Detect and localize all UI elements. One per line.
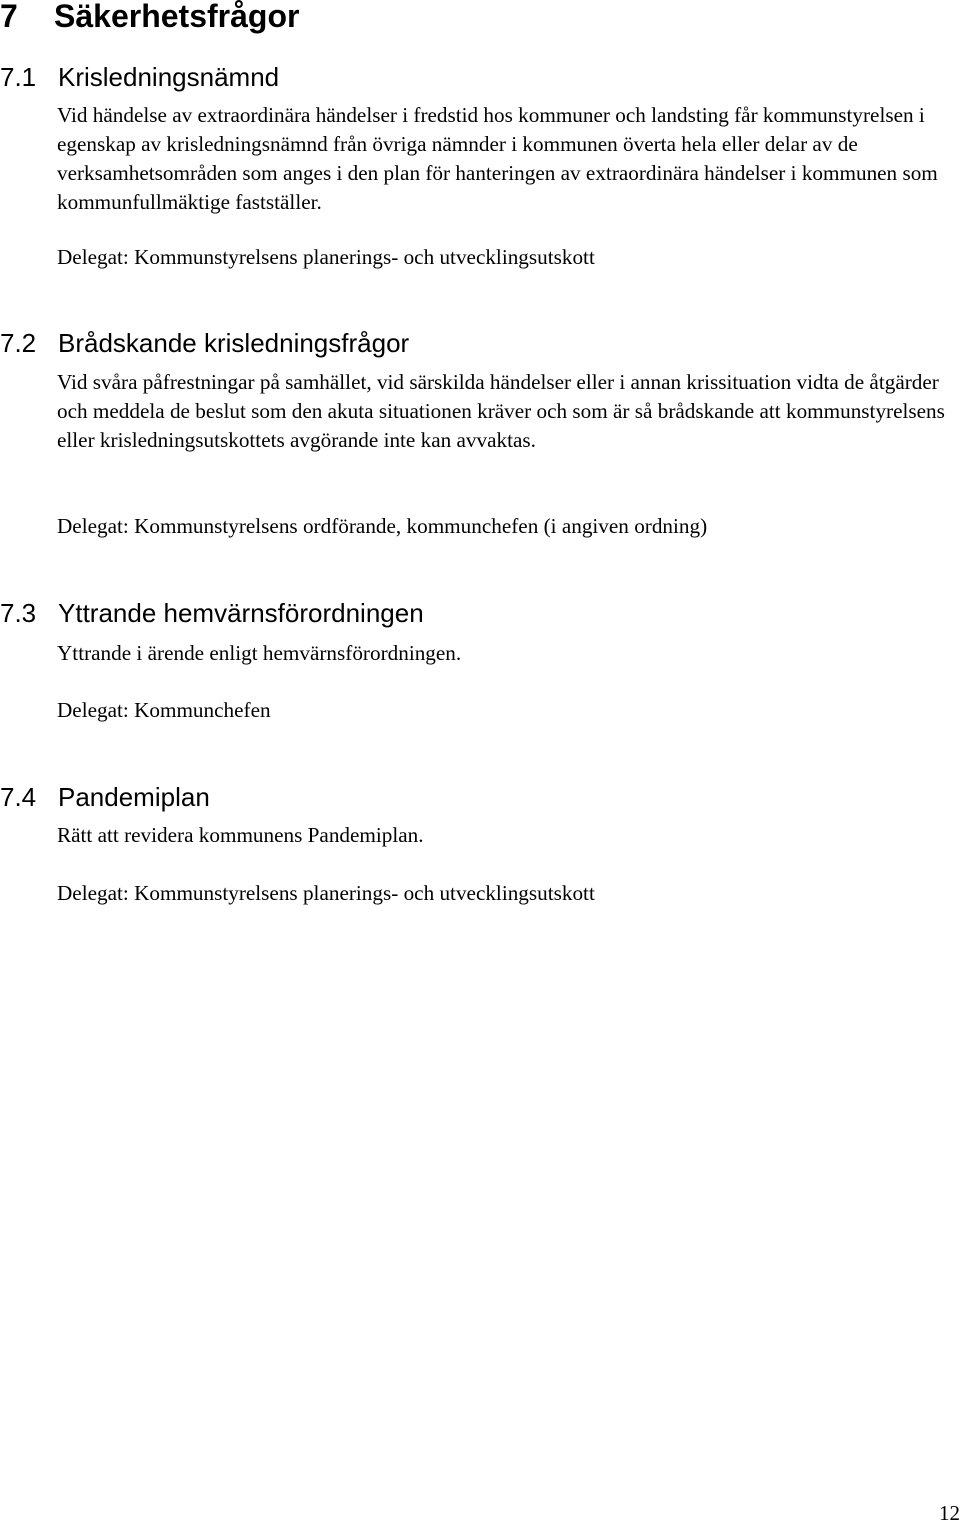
chapter-title: Säkerhetsfrågor bbox=[54, 0, 300, 34]
section-delegat-7-3: Delegat: Kommunchefen bbox=[57, 698, 271, 722]
section-heading-7-3 bbox=[0, 596, 424, 630]
section-number: 7.1 bbox=[0, 62, 37, 92]
section-body-7-1: Vid händelse av extraordinära händelser i fredstid hos kommuner och landsting får kommunstyrelsen i egenskap av krisledningsnämnd från övriga nämnder i kommunen överta hela eller delar av de verksamhetsområden som anges i den plan för hanteringen av extraordinära händelser i kommunen som kommunfullmäktige fastställer. bbox=[57, 103, 938, 214]
section-body-7-4: Rätt att revidera kommunens Pandemiplan. bbox=[57, 823, 424, 847]
section-title: Pandemiplan bbox=[58, 782, 210, 812]
section-title: Yttrande hemvärnsförordningen bbox=[58, 598, 424, 628]
page-number: 12 bbox=[939, 1501, 960, 1525]
section-body-7-2: Vid svåra påfrestningar på samhället, vid särskilda händelser eller i annan krissituation vidta de åtgärder och meddela de beslut som den akuta situationen kräver och som är så brådskande att kommunstyrelsens eller krisledningsutskottets avgörande inte kan avvaktas. bbox=[57, 370, 945, 452]
section-heading-7-4 bbox=[0, 780, 210, 814]
section-heading-7-1 bbox=[0, 60, 279, 94]
chapter-number: 7 bbox=[0, 0, 18, 34]
section-number: 7.2 bbox=[0, 328, 37, 358]
chapter-heading bbox=[0, 0, 299, 38]
section-delegat-7-4: Delegat: Kommunstyrelsens planerings- och utvecklingsutskott bbox=[57, 881, 595, 905]
section-delegat-7-2: Delegat: Kommunstyrelsens ordförande, kommunchefen (i angiven ordning) bbox=[57, 514, 708, 538]
section-delegat-7-1: Delegat: Kommunstyrelsens planerings- och utvecklingsutskott bbox=[57, 245, 595, 269]
section-title: Brådskande krisledningsfrågor bbox=[58, 328, 410, 358]
section-number: 7.4 bbox=[0, 782, 37, 812]
section-heading-7-2 bbox=[0, 326, 409, 360]
section-number: 7.3 bbox=[0, 598, 37, 628]
section-title: Krisledningsnämnd bbox=[58, 62, 280, 92]
section-body-7-3: Yttrande i ärende enligt hemvärnsförordningen. bbox=[57, 641, 462, 665]
